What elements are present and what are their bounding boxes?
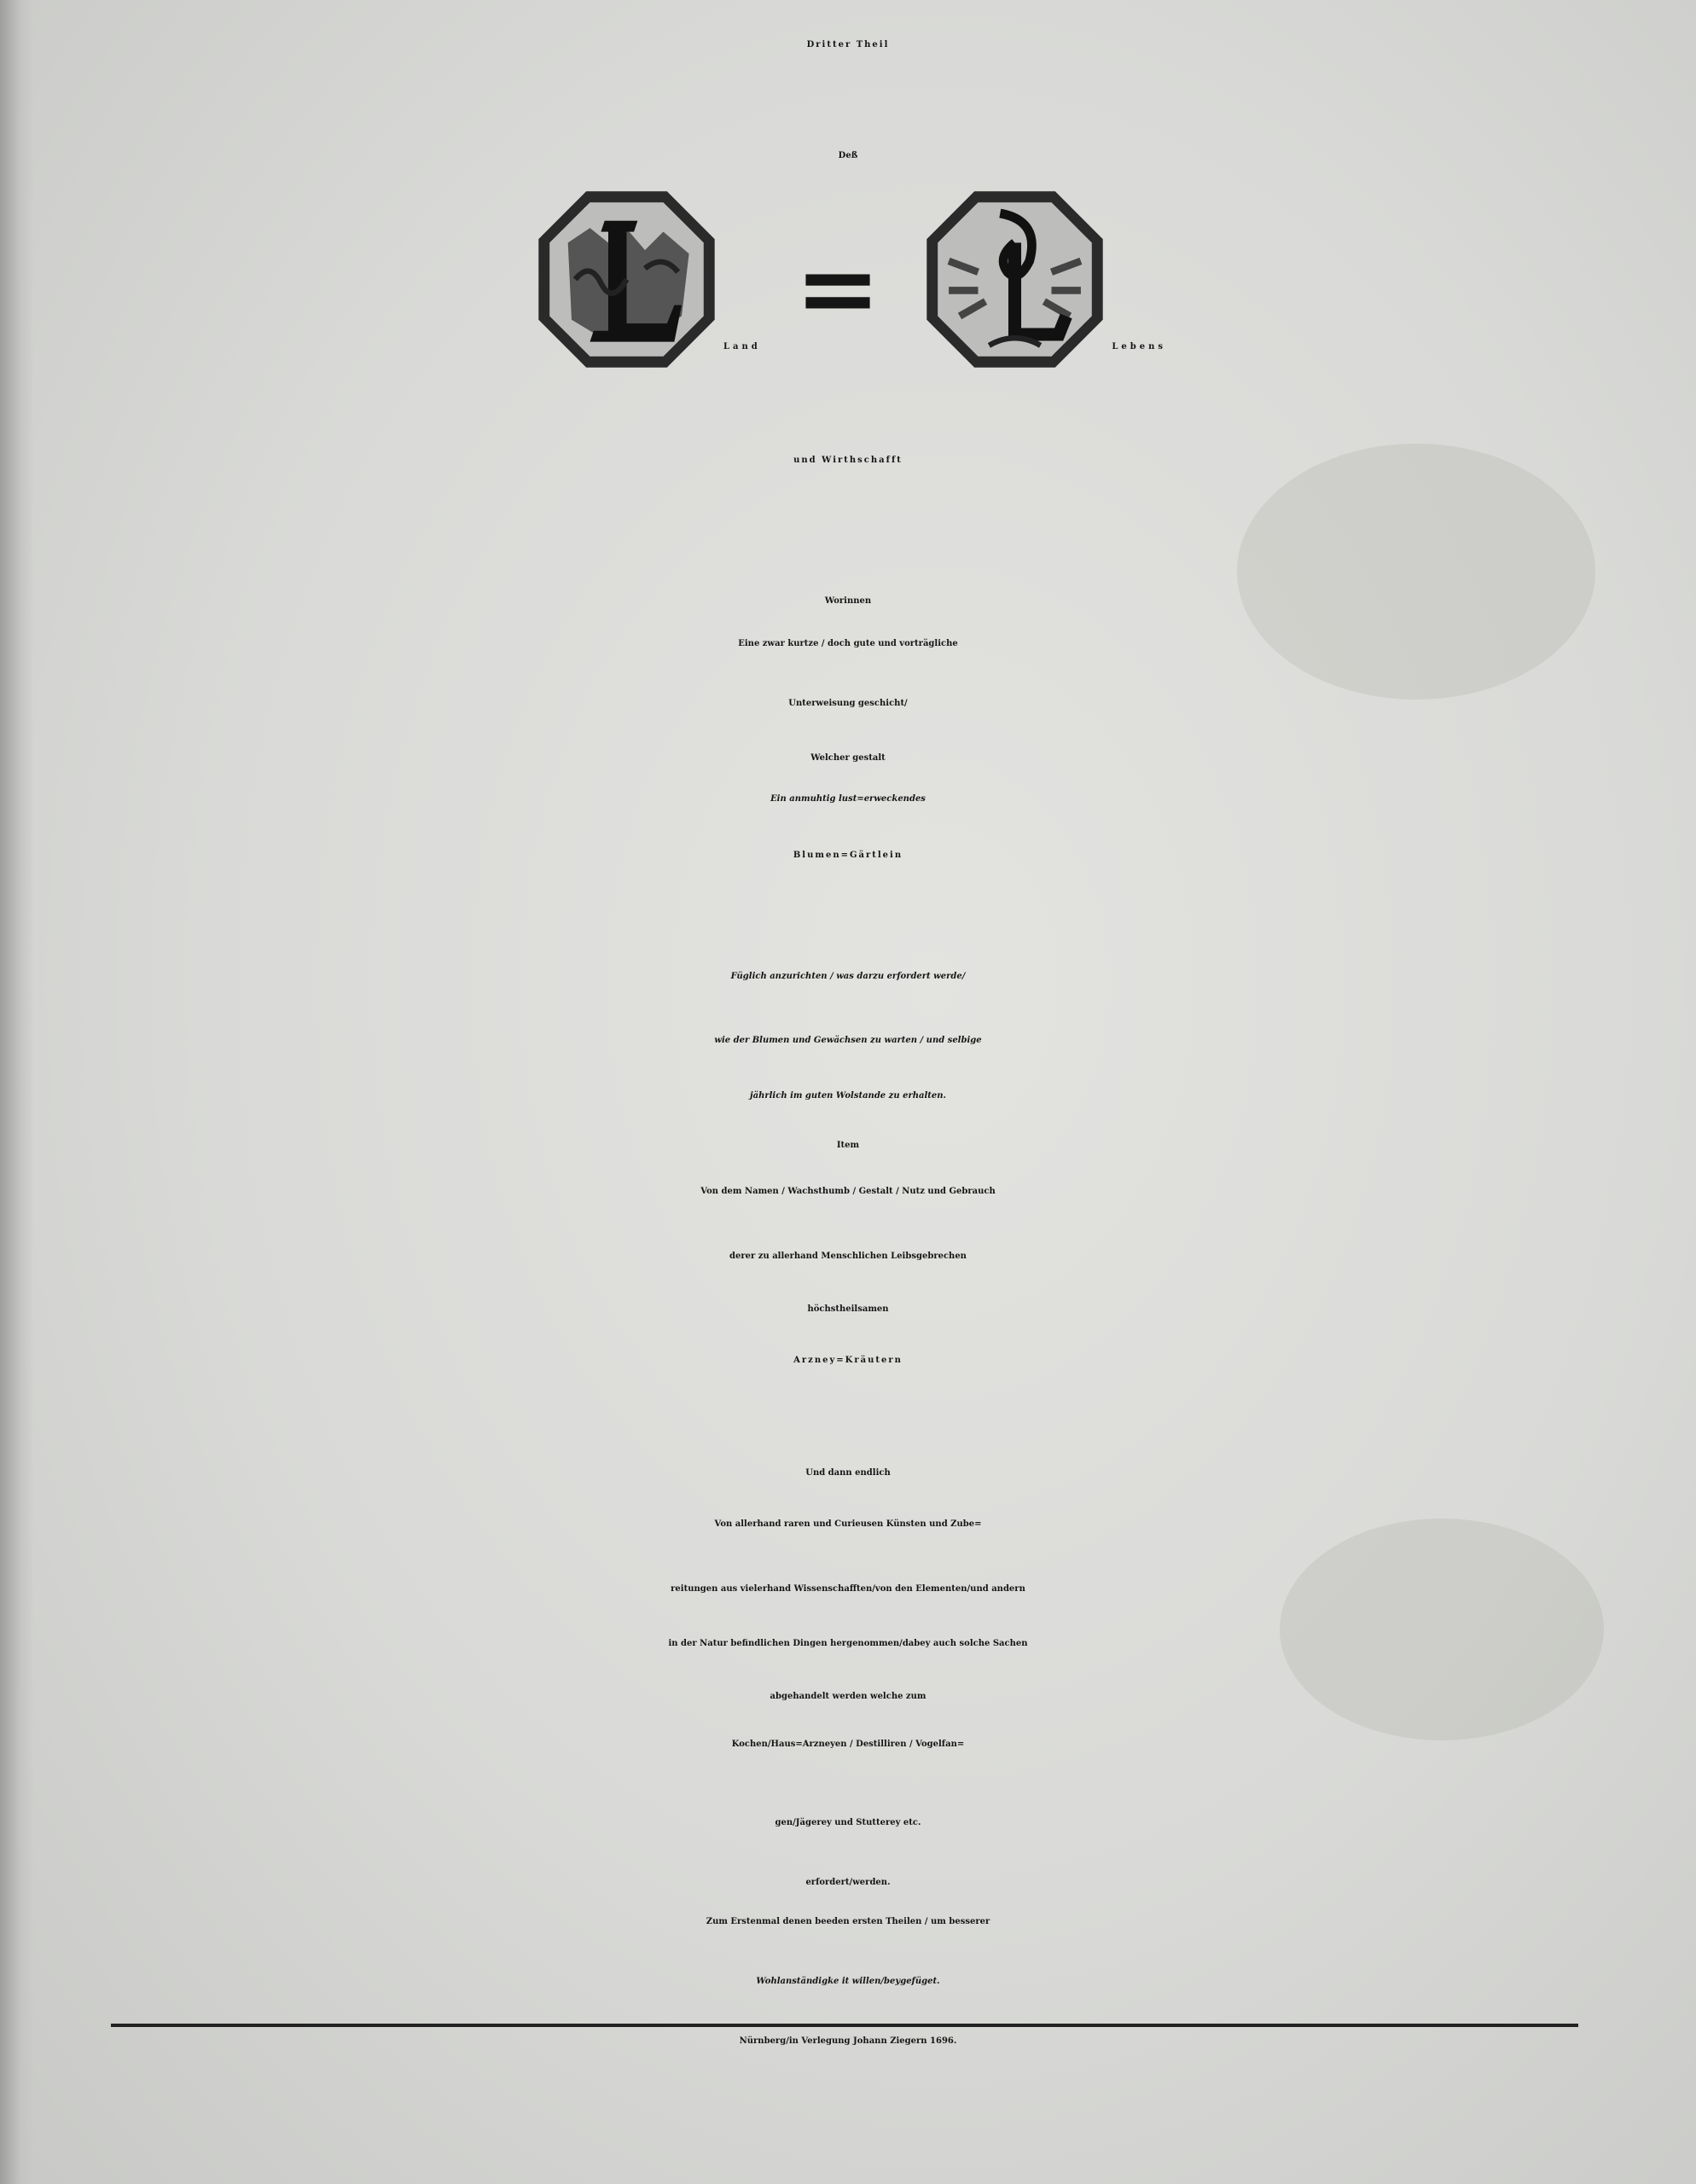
text-line: wie der Blumen und Gewächsen zu warten / und selbige [714,1036,982,1045]
text-line: Und dann endlich [805,1468,891,1478]
title-line-3 [0,188,1696,444]
text-line: Worinnen [824,596,872,606]
text-line: Kochen/Haus=Arzneyen / Destilliren / Vogelfan= [731,1740,965,1749]
text-line: jährlich im guten Wolstande zu erhalten. [750,1091,946,1101]
heading-blumen-gaertlein: Blumen=Gärtlein [793,851,903,860]
text-line: Füglich anzurichten / was darzu erfordert werde/ [730,972,966,981]
text-line: Eine zwar kurtze / doch gute und vorträgliche [738,639,958,648]
woodcut-initial-L-icon [535,188,718,371]
text-line: gen/Jägerey und Stutterey etc. [775,1818,921,1827]
paper-stain [1237,444,1595,700]
text-line: Unterweisung geschicht/ [788,699,908,708]
text-line: Welcher gestalt [810,753,886,763]
title-word-land: Land [723,342,761,351]
text-line: höchstheilsamen [807,1304,889,1314]
text-line: in der Natur befindlichen Dingen hergenommen/dabey auch solche Sachen [668,1639,1028,1648]
divider-rule [111,2024,1578,2027]
text-line: Von allerhand raren und Curieusen Künsten und Zube= [714,1519,982,1529]
text-line: Item [836,1141,860,1150]
title-line-1: Dritter Theil [806,40,890,49]
title-line-4: und Wirthschafft [793,456,903,465]
text-line: erfordert/werden. [805,1878,891,1887]
paper-stain [1280,1519,1604,1740]
title-hyphen: = [794,228,885,348]
text-line: reitungen aus vielerhand Wissenschafften/von den Elementen/und andern [671,1584,1025,1594]
imprint-line: Nürnberg/in Verlegung Johann Ziegern 1696. [739,2036,957,2046]
title-line-2: Deß [838,151,858,160]
text-line: Ein anmuhtig lust=erweckendes [770,794,926,804]
text-line: Von dem Namen / Wachsthumb / Gestalt / Nutz und Gebrauch [700,1187,996,1196]
heading-arzney-kraeutern: Arzney=Kräutern [793,1356,903,1365]
text-line: Wohlanständigke it willen/beygefüget. [756,1977,940,1986]
text-line: Zum Erstenmal denen beeden ersten Theilen / um besserer [706,1917,990,1926]
woodcut-initial-L-icon [923,188,1106,371]
text-line: derer zu allerhand Menschlichen Leibsgebrechen [729,1252,967,1261]
title-word-lebens: Lebens [1112,342,1166,351]
text-line: abgehandelt werden welche zum [770,1692,926,1701]
